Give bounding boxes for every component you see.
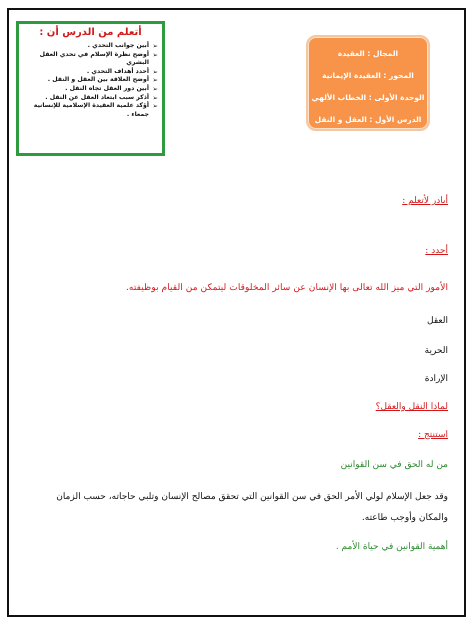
objective-text: أبين جوانب التحدي . xyxy=(87,42,149,49)
question-heading: لماذا النقل والعقل؟ xyxy=(375,402,448,412)
axis-label: المحور : العقيدة الإيمانية xyxy=(322,71,414,80)
objectives-title: أتعلم من الدرس أن : xyxy=(39,27,142,38)
arrow-bullet-icon: ➢ xyxy=(152,67,158,76)
trait-item: الإرادة xyxy=(424,374,448,384)
lesson-label: الدرس الأول : العقل و النقل xyxy=(314,115,422,124)
objective-item xyxy=(23,94,158,103)
objective-item xyxy=(23,42,158,51)
law-paragraph: وقد جعل الإسلام لولي الأمر الحق في سن القوانين التي تحقق مصالح الإنسان وتلبي حاجاته، حسب الزمان والمكان وأوجب طاعته. xyxy=(56,492,448,523)
objectives-list xyxy=(23,42,158,119)
objective-text: أذكر سبب ابتعاد العقل عن النقل . xyxy=(45,93,149,101)
heading-determine: أحدد : xyxy=(425,246,448,256)
arrow-bullet-icon: ➢ xyxy=(152,84,158,93)
objective-text: أبين دور العقل تجاه النقل . xyxy=(65,84,149,92)
field-label: المجال : العقيدة xyxy=(337,49,399,58)
trait-item: الحرية xyxy=(424,346,448,356)
objective-item xyxy=(23,51,158,68)
unit-label: الوحدة الأولى : الخطاب الألهي xyxy=(311,93,425,102)
arrow-bullet-icon: ➢ xyxy=(152,76,158,85)
definition-text: الأمور التي ميز الله تعالى بها الإنسان عن سائر المخلوقات ليتمكن من القيام بوظيفته. xyxy=(125,282,448,293)
conclude-heading: استنتج : xyxy=(418,430,448,440)
objective-text: أؤكد علمية العقيدة الإسلامية للإنسانية جمعاء . xyxy=(33,102,149,118)
objective-text: أحدد أهداف التحدي . xyxy=(86,67,149,75)
objectives-box xyxy=(16,21,165,156)
objective-item xyxy=(23,85,158,94)
objective-text: أوضح العلاقة بين العقل و النقل . xyxy=(47,76,149,84)
arrow-bullet-icon: ➢ xyxy=(152,50,158,59)
objective-item xyxy=(23,76,158,85)
objective-text: أوضح نظرة الإسلام في تحدي العقل البشري xyxy=(39,50,149,67)
heading-initiate: أبادر لأتعلم : xyxy=(402,196,448,206)
arrow-bullet-icon: ➢ xyxy=(152,93,158,102)
trait-item: العقل xyxy=(427,316,448,326)
arrow-bullet-icon: ➢ xyxy=(152,102,158,111)
arrow-bullet-icon: ➢ xyxy=(152,42,158,50)
lesson-info-card xyxy=(306,35,430,131)
objective-item xyxy=(23,102,158,119)
law-importance-text: أهمية القوانين في حياة الأمم . xyxy=(335,542,448,552)
law-question-text: من له الحق في سن القوانين xyxy=(340,460,448,470)
